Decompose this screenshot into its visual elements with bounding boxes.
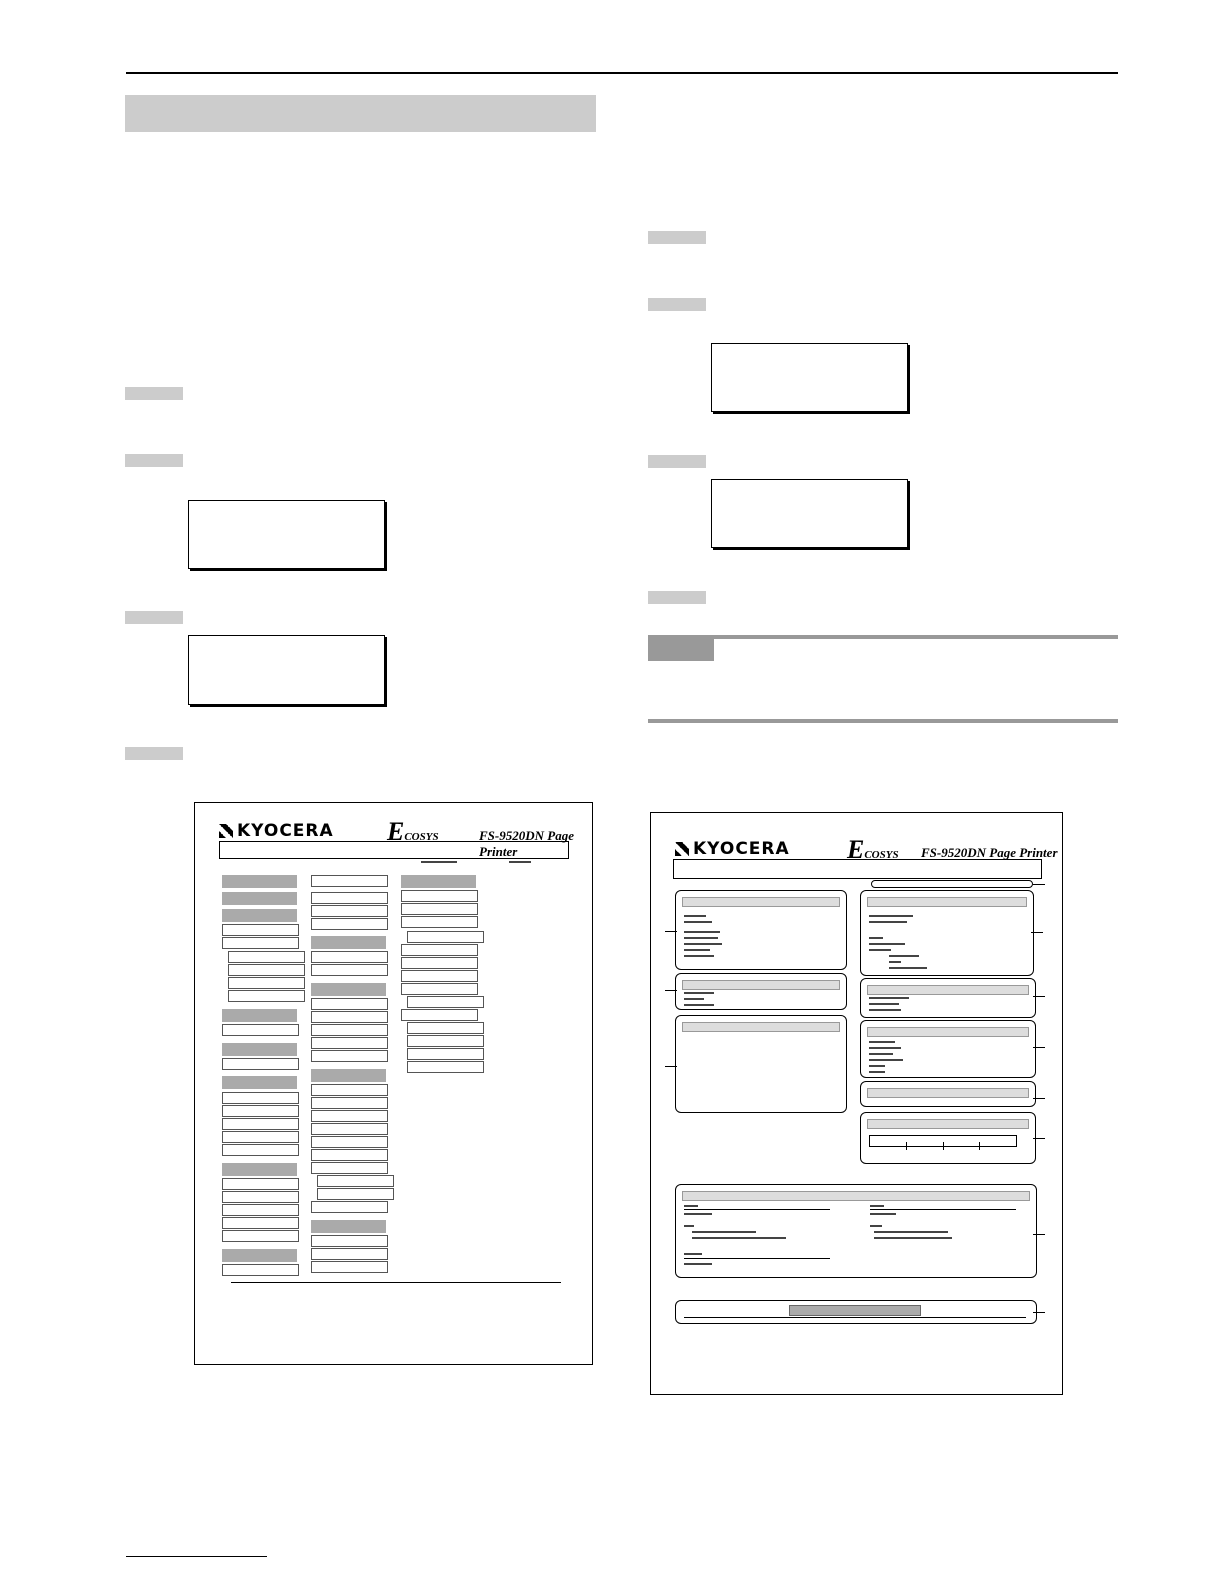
status-section [860, 890, 1034, 976]
status-sample-page [650, 812, 1063, 1395]
lcd-display-2 [188, 635, 385, 705]
menu-group [222, 1043, 297, 1056]
menu-item [311, 1261, 388, 1273]
menu-item [407, 1048, 484, 1060]
callout-line [665, 1066, 677, 1067]
menu-item [222, 1058, 299, 1070]
menu-group [222, 909, 297, 922]
menu-group [311, 1069, 386, 1082]
status-section [860, 1020, 1036, 1078]
menu-group [222, 1009, 297, 1022]
menu-item [401, 916, 478, 928]
menu-item [222, 1131, 299, 1143]
callout-line [1033, 1047, 1045, 1048]
menu-item [222, 937, 299, 949]
status-section [675, 890, 847, 970]
note-label [648, 639, 714, 661]
sample-header-box [673, 859, 1042, 879]
callout-line [1033, 884, 1045, 885]
menu-group [222, 1076, 297, 1089]
menu-item [317, 1188, 394, 1200]
menu-item [311, 875, 388, 887]
menu-group [311, 983, 386, 996]
sample-header-text [421, 861, 457, 863]
lcd-display-3 [711, 343, 908, 412]
menu-group [222, 875, 297, 888]
menu-item [407, 931, 484, 943]
callout-line [665, 990, 677, 991]
ecosys-logo: ECOSYS [387, 817, 439, 846]
status-section [675, 973, 847, 1010]
menu-item [401, 1009, 478, 1021]
menu-item [407, 1061, 484, 1073]
callout-line [1033, 1234, 1045, 1235]
kyocera-logo-icon [675, 842, 689, 856]
menu-item [401, 944, 478, 956]
menu-group [222, 1249, 297, 1262]
menu-item [311, 1037, 388, 1049]
callout-line [1033, 996, 1045, 997]
callout-line [1031, 932, 1043, 933]
sample-header-box [219, 841, 569, 859]
kyocera-logo-icon [219, 824, 233, 838]
sample-footer-rule [231, 1282, 561, 1283]
menu-item [222, 1118, 299, 1130]
menu-item [407, 1035, 484, 1047]
menu-group [311, 936, 386, 949]
menu-item [311, 892, 388, 904]
menu-item [311, 998, 388, 1010]
menu-map-sample-page [194, 802, 593, 1365]
printer-model: FS-9520DN Page Printer [921, 845, 1058, 860]
menu-item [407, 1022, 484, 1034]
note-top-rule [648, 635, 1118, 639]
status-section [675, 1300, 1037, 1324]
menu-item [311, 1110, 388, 1122]
menu-item [222, 1230, 299, 1242]
menu-item [311, 1235, 388, 1247]
status-section [860, 1112, 1036, 1164]
menu-item [228, 951, 305, 963]
menu-group [222, 892, 297, 905]
menu-item [311, 1024, 388, 1036]
menu-item [222, 1178, 299, 1190]
menu-item [311, 1123, 388, 1135]
printer-model: FS-9520DN Page Printer [479, 828, 574, 859]
callout-line [1033, 1098, 1045, 1099]
step-marker-7 [648, 455, 706, 468]
menu-group [311, 1220, 386, 1233]
callout-line [665, 931, 677, 932]
menu-item [311, 1011, 388, 1023]
ecosys-logo: ECOSYS [847, 835, 899, 864]
menu-item [311, 1136, 388, 1148]
sample-header-text [509, 861, 531, 863]
menu-item [311, 1201, 388, 1213]
menu-item [311, 905, 388, 917]
step-marker-8 [648, 591, 706, 604]
menu-item [407, 996, 484, 1008]
menu-item [222, 924, 299, 936]
footnote-rule [126, 1556, 267, 1557]
menu-item [222, 1264, 299, 1276]
step-marker-5 [648, 231, 706, 244]
menu-item [401, 983, 478, 995]
menu-item [401, 957, 478, 969]
menu-item [311, 1149, 388, 1161]
status-section [860, 978, 1036, 1018]
menu-item [317, 1175, 394, 1187]
menu-item [222, 1217, 299, 1229]
menu-item [222, 1191, 299, 1203]
menu-item [222, 1105, 299, 1117]
menu-item [222, 1144, 299, 1156]
footer-bar [789, 1305, 921, 1316]
menu-item [401, 970, 478, 982]
menu-item [401, 903, 478, 915]
lcd-display-4 [711, 479, 908, 548]
section-heading-bar [125, 95, 596, 132]
menu-item [401, 890, 478, 902]
top-rule [126, 72, 1118, 74]
menu-item [311, 1162, 388, 1174]
step-marker-3 [125, 611, 183, 624]
status-section [675, 1015, 847, 1113]
callout-line [1033, 1312, 1045, 1313]
menu-item [311, 964, 388, 976]
menu-item [228, 964, 305, 976]
sample-header-oval [871, 880, 1033, 888]
step-marker-1 [125, 387, 183, 400]
menu-item [311, 1050, 388, 1062]
menu-item [311, 918, 388, 930]
menu-item [311, 1097, 388, 1109]
status-section [675, 1184, 1037, 1278]
menu-item [222, 1092, 299, 1104]
status-section [860, 1081, 1036, 1107]
menu-item [228, 977, 305, 989]
menu-item [311, 1084, 388, 1096]
menu-item [228, 990, 305, 1002]
menu-group [222, 1163, 297, 1176]
step-marker-6 [648, 298, 706, 311]
menu-item [311, 1248, 388, 1260]
menu-group [401, 875, 476, 888]
step-marker-4 [125, 747, 183, 760]
menu-item [311, 951, 388, 963]
kyocera-logo: KYOCERA [219, 821, 334, 841]
lcd-display-1 [188, 500, 385, 569]
step-marker-2 [125, 454, 183, 467]
kyocera-logo: KYOCERA [675, 839, 790, 859]
menu-item [222, 1204, 299, 1216]
note-bottom-rule [648, 719, 1118, 723]
menu-item [222, 1024, 299, 1036]
callout-line [1033, 1138, 1045, 1139]
